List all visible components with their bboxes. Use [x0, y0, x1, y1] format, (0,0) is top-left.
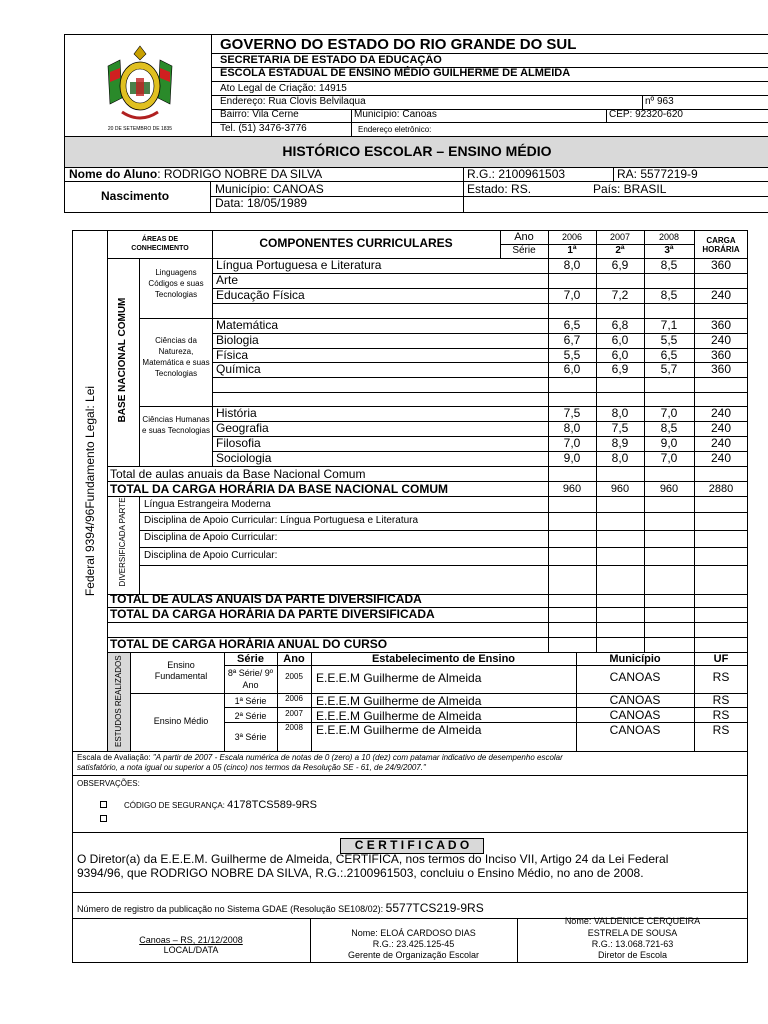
subject-name: Sociologia	[216, 451, 272, 465]
checkbox-codigo[interactable]	[100, 801, 107, 808]
grade-cell: 8,0	[611, 451, 629, 465]
total-carga-div: TOTAL DA CARGA HORÁRIA DA PARTE DIVERSIFICADA	[110, 607, 435, 621]
escala-line-2: satisfatório, a nota igual ou superior a 05 (cinco) nos termos da Resolução SE - 61, de 24/9/2007."	[77, 763, 426, 772]
total-base-2008: 960	[659, 483, 679, 495]
estudos-estab-3: E.E.E.M Guilherme de Almeida	[316, 709, 482, 723]
cep: CEP: 92320-620	[609, 109, 683, 120]
grade-cell: 7,0	[660, 406, 678, 420]
telefone: Tel. (51) 3476-3776	[220, 123, 307, 134]
gerente-rg: R.G.: 23.425.125-45	[372, 939, 455, 949]
grade-cell: 8,0	[563, 421, 581, 435]
grade-cell: 7,5	[611, 421, 629, 435]
doc-title: HISTÓRICO ESCOLAR – ENSINO MÉDIO	[282, 143, 552, 159]
estudos-uf-3: RS	[712, 708, 730, 722]
grade-cell: 5,7	[660, 362, 678, 376]
subject-name: Física	[216, 348, 249, 362]
grade-cell: 9,0	[660, 436, 678, 450]
area-ciencias-humanas: Ciências Humanas e suas Tecnologias	[142, 415, 210, 435]
carga-cell: 240	[710, 333, 732, 347]
total-aulas-base: Total de aulas anuais da Base Nacional Comum	[110, 467, 366, 481]
area-ciencias-natureza: Ciências da Natureza, Matemática e suas Tecnologias	[142, 336, 210, 378]
birth-label: Nascimento	[101, 189, 170, 203]
registro: Número de registro da publicação no Sistema GDAE (Resolução SE108/02): 5577TCS219-9RS	[77, 901, 484, 915]
diretor-role: Diretor de Escola	[597, 950, 668, 960]
estudos-uf-1: RS	[712, 670, 730, 684]
estudos-ano-1: 2005	[285, 672, 303, 681]
grade-cell: 7,0	[563, 436, 581, 450]
serie-3: 3ª	[664, 245, 674, 256]
legal-basis-vertical: Federal 9394/96Fundamento Legal: Lei	[83, 385, 97, 597]
ato-legal: Ato Legal de Criação: 14915	[220, 83, 347, 94]
year-2006: 2006	[561, 232, 583, 242]
fund-label: Ensino Fundamental	[154, 660, 208, 681]
estudos-h-ano: Ano	[283, 653, 305, 665]
certificado-line-2: 9394/96, que RODRIGO NOBRE DA SILVA, R.G.:.2100961503, concluiu o Ensino Médio, no ano de 2008.	[77, 866, 644, 880]
school-name: ESCOLA ESTADUAL DE ENSINO MÉDIO GUILHERME DE ALMEIDA	[220, 67, 571, 79]
estudos-mun-3: CANOAS	[609, 708, 661, 722]
carga-cell: 360	[710, 318, 732, 332]
grade-cell: 8,0	[563, 258, 581, 272]
grade-cell: 6,5	[660, 348, 678, 362]
endereco: Endereço: Rua Clovis Belvilaqua	[220, 96, 366, 107]
birth-municipio: Município: CANOAS	[215, 182, 324, 196]
estudos-estab-2: E.E.E.M Guilherme de Almeida	[316, 694, 482, 708]
gov-title: GOVERNO DO ESTADO DO RIO GRANDE DO SUL	[220, 36, 577, 53]
carga-header: CARGA HORÁRIA	[702, 236, 740, 254]
estudos-uf-4: RS	[712, 723, 730, 737]
numero: nº 963	[645, 96, 674, 107]
birth-date: Data: 18/05/1989	[215, 196, 308, 210]
carga-cell: 360	[710, 362, 732, 376]
grade-cell: 6,9	[611, 258, 629, 272]
grade-cell: 5,5	[563, 348, 581, 362]
estudos-serie-1: 8ª Série/ 9º Ano	[227, 668, 274, 690]
subject-name: Matemática	[216, 318, 279, 332]
total-carga-base: TOTAL DA CARGA HORÁRIA DA BASE NACIONAL COMUM	[110, 482, 448, 496]
local-data-label: LOCAL/DATA	[163, 945, 219, 955]
div-vertical: DIVERSIFICADA PARTE	[118, 497, 127, 587]
subject-name: Arte	[216, 273, 239, 287]
carga-cell: 360	[710, 258, 732, 272]
grade-cell: 8,9	[611, 436, 629, 450]
total-aulas-div: TOTAL DE AULAS ANUAIS DA PARTE DIVERSIFICADA	[110, 592, 422, 606]
email-label: Endereço eletrônico:	[358, 125, 432, 134]
diretor-name-2: ESTRELA DE SOUSA	[587, 928, 678, 938]
student-ra: RA: 5577219-9	[617, 167, 698, 181]
carga-cell: 240	[710, 421, 732, 435]
carga-cell: 240	[710, 288, 732, 302]
state-crest	[100, 38, 180, 134]
grade-cell: 6,5	[563, 318, 581, 332]
grade-cell: 6,0	[611, 348, 629, 362]
estudos-mun-1: CANOAS	[609, 670, 661, 684]
grade-cell: 7,0	[660, 451, 678, 465]
total-base-2006: 960	[562, 483, 582, 495]
grade-cell: 7,1	[660, 318, 678, 332]
grade-cell: 8,0	[611, 406, 629, 420]
medio-label: Ensino Médio	[153, 716, 209, 726]
div-row-3: Disciplina de Apoio Curricular:	[144, 532, 278, 543]
estudos-ano-3: 2007	[285, 709, 303, 718]
grade-cell: 6,9	[611, 362, 629, 376]
estudos-estab-4: E.E.E.M Guilherme de Almeida	[316, 723, 482, 737]
certificado-line-1: O Diretor(a) da E.E.E.M. Guilherme de Almeida, CERTIFICA, nos termos do Inciso VII, Artigo 24 da Lei Federal	[77, 852, 669, 866]
estudos-ano-2: 2006	[285, 694, 303, 703]
total-curso: TOTAL DE CARGA HORÁRIA ANUAL DO CURSO	[110, 637, 388, 651]
svg-text:20 DE SETEMBRO DE 1835: 20 DE SETEMBRO DE 1835	[107, 126, 173, 132]
serie-label: Série	[512, 245, 536, 256]
area-linguagens: Linguagens Códigos e suas Tecnologias	[148, 268, 204, 299]
estudos-estab-1: E.E.E.M Guilherme de Almeida	[316, 671, 482, 685]
grade-cell: 6,7	[563, 333, 581, 347]
gerente-name: Nome: ELOÁ CARDOSO DIAS	[351, 928, 476, 938]
gerente-role: Gerente de Organização Escolar	[347, 950, 480, 960]
estudos-h-estab: Estabelecimento de Ensino	[371, 653, 516, 665]
grade-cell: 8,5	[660, 421, 678, 435]
grade-cell: 6,0	[563, 362, 581, 376]
bairro: Bairro: Vila Cerne	[220, 109, 299, 120]
estudos-serie-4: 3ª Série	[234, 732, 267, 742]
base-vertical: BASE NACIONAL COMUM	[117, 297, 128, 423]
municipio-escola: Município: Canoas	[354, 109, 437, 120]
local-data: Canoas – RS, 21/12/2008	[139, 935, 243, 945]
subject-name: Língua Portuguesa e Literatura	[216, 258, 382, 272]
certificado-title: C E R T I F I C A D O	[354, 838, 470, 852]
student-rg: R.G.: 2100961503	[467, 167, 566, 181]
estudos-serie-2: 1ª Série	[234, 696, 267, 706]
escala-line-1: Escala de Avaliação: "A partir de 2007 - Escala numérica de notas de 0 (zero) a 10 (dez) com patamar indicativo de desempenho escolar	[77, 753, 563, 762]
ano-label: Ano	[514, 231, 534, 243]
birth-pais: País: BRASIL	[593, 182, 667, 196]
carga-cell: 240	[710, 436, 732, 450]
checkbox-blank[interactable]	[100, 815, 107, 822]
grade-cell: 7,2	[611, 288, 629, 302]
div-row-2: Disciplina de Apoio Curricular: Língua Portuguesa e Literatura	[144, 515, 419, 526]
carga-cell: 360	[710, 348, 732, 362]
total-base-2007: 960	[610, 483, 630, 495]
grade-cell: 6,8	[611, 318, 629, 332]
diretor-rg: R.G.: 13.068.721-63	[591, 939, 674, 949]
estudos-h-mun: Município	[609, 653, 661, 665]
estudos-mun-4: CANOAS	[609, 723, 661, 737]
grade-cell: 6,0	[611, 333, 629, 347]
grade-cell: 5,5	[660, 333, 678, 347]
div-row-1: Língua Estrangeira Moderna	[144, 499, 271, 510]
subject-name: História	[216, 406, 257, 420]
estudos-h-serie: Série	[237, 653, 264, 665]
componentes-header: COMPONENTES CURRICULARES	[259, 236, 453, 250]
serie-2: 2ª	[615, 245, 625, 256]
year-2008: 2008	[658, 232, 680, 242]
subject-name: Biologia	[216, 333, 259, 347]
estudos-serie-3: 2ª Série	[234, 711, 267, 721]
div-row-4: Disciplina de Apoio Curricular:	[144, 550, 278, 561]
birth-estado: Estado: RS.	[467, 182, 532, 196]
areas-header: ÁREAS DE CONHECIMENTO	[131, 236, 189, 252]
serie-1: 1ª	[567, 245, 577, 256]
subject-name: Química	[216, 362, 261, 376]
estudos-uf-2: RS	[712, 693, 730, 707]
subject-name: Educação Física	[216, 288, 305, 302]
carga-cell: 240	[710, 406, 732, 420]
crest-icon	[100, 38, 180, 134]
diretor-name-1: Nome: VALDENICE CERQUEIRA	[564, 916, 701, 926]
student-name: Nome do Aluno: RODRIGO NOBRE DA SILVA	[69, 167, 323, 181]
estudos-ano-4: 2008	[285, 723, 303, 732]
estudos-mun-2: CANOAS	[609, 693, 661, 707]
year-2007: 2007	[609, 232, 631, 242]
subject-name: Filosofia	[216, 436, 261, 450]
total-base-carga: 2880	[708, 483, 734, 495]
obs-label: OBSERVAÇÕES:	[77, 779, 140, 788]
subject-name: Geografia	[216, 421, 269, 435]
codigo-seguranca: CÓDIGO DE SEGURANÇA: 4178TCS589-9RS	[124, 799, 318, 811]
grade-cell: 7,5	[563, 406, 581, 420]
secretaria: SECRETARIA DE ESTADO DA EDUCAÇÃO	[220, 54, 442, 66]
estudos-h-uf: UF	[713, 653, 729, 665]
grade-cell: 7,0	[563, 288, 581, 302]
estudos-vertical: ESTUDOS REALIZADOS	[114, 655, 123, 747]
grade-cell: 9,0	[563, 451, 581, 465]
carga-cell: 240	[710, 451, 732, 465]
grade-cell: 8,5	[660, 258, 678, 272]
grade-cell: 8,5	[660, 288, 678, 302]
